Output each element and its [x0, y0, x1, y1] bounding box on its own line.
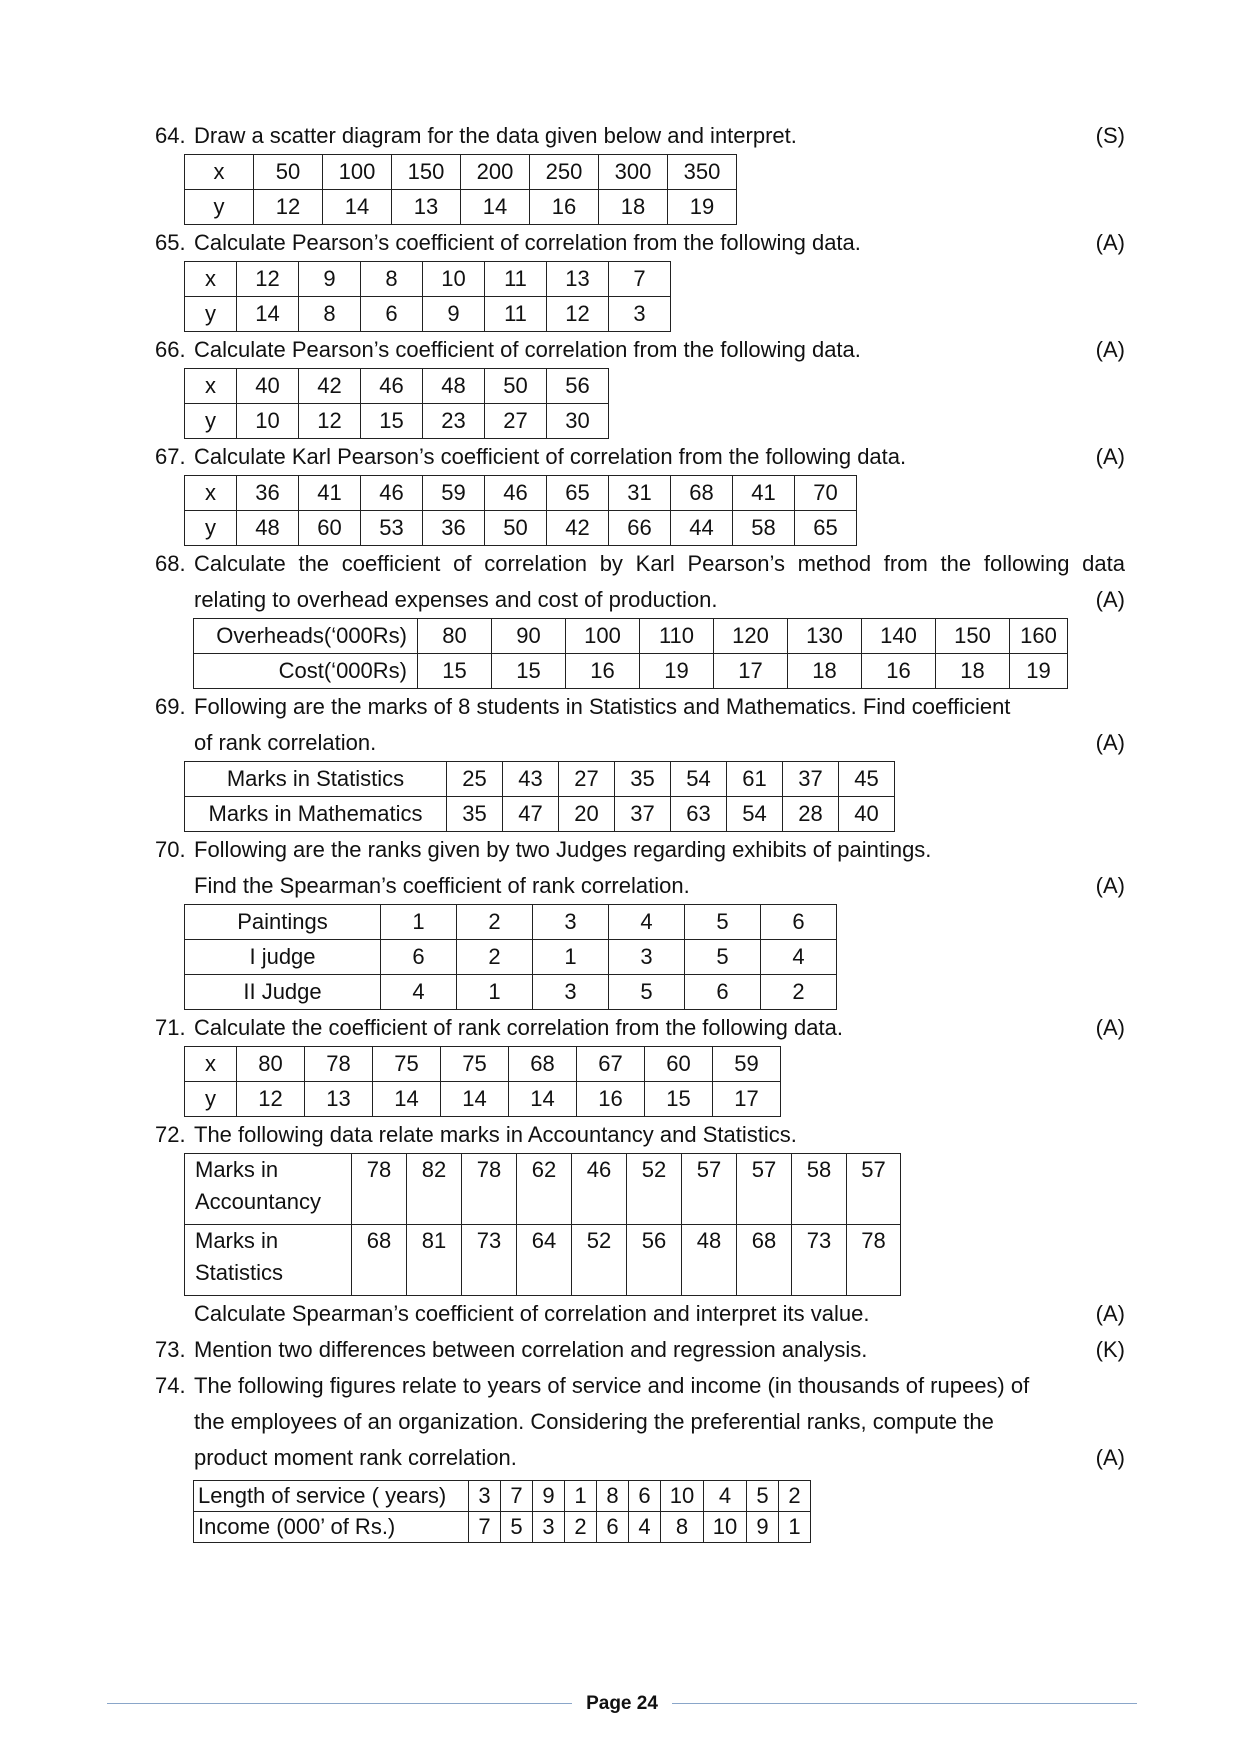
table-row [185, 975, 837, 1010]
value-cell: 36 [423, 511, 485, 546]
value-cell: 13 [547, 262, 609, 297]
value-cell: 59 [423, 476, 485, 511]
question-text-continued: the employees of an organization. Considering the preferential ranks, compute the [194, 1409, 994, 1434]
value-cell: 7 [469, 1512, 501, 1543]
value-cell: 8 [597, 1481, 629, 1512]
value-cell: 13 [392, 190, 461, 225]
question-level: (A) [1095, 1015, 1125, 1040]
value-cell: 67 [577, 1047, 645, 1082]
value-cell: 66 [609, 511, 671, 546]
question-68 [155, 546, 1125, 689]
question-text-continued: Calculate Spearman’s coefficient of correlation and interpret its value. [194, 1301, 870, 1326]
value-cell: 37 [615, 797, 671, 832]
value-cell: 5 [685, 905, 761, 940]
value-cell: 64 [517, 1225, 572, 1296]
table-row [185, 262, 671, 297]
table-row [185, 155, 737, 190]
value-cell: 8 [361, 262, 423, 297]
value-cell: 7 [609, 262, 671, 297]
value-cell: 52 [572, 1225, 627, 1296]
row-label-cell: Length of service ( years) [194, 1481, 469, 1512]
value-cell: 70 [795, 476, 857, 511]
value-cell: 9 [299, 262, 361, 297]
question-69 [155, 689, 1125, 832]
question-65 [155, 225, 1125, 332]
value-cell: 57 [682, 1154, 737, 1225]
value-cell: 15 [645, 1082, 713, 1117]
value-cell: 15 [418, 654, 492, 689]
value-cell: 17 [714, 654, 788, 689]
value-cell: 11 [485, 297, 547, 332]
value-cell: 54 [727, 797, 783, 832]
table-row [185, 297, 671, 332]
value-cell: 48 [423, 369, 485, 404]
value-cell: 4 [704, 1481, 747, 1512]
value-cell: 80 [418, 619, 492, 654]
table-row [185, 762, 895, 797]
table-row [185, 404, 609, 439]
value-cell: 5 [609, 975, 685, 1010]
question-level: (A) [1095, 730, 1125, 755]
value-cell: 15 [492, 654, 566, 689]
question-number: 69. [155, 694, 186, 719]
question-74 [155, 1368, 1125, 1543]
question-73 [155, 1332, 1125, 1368]
value-cell: 56 [627, 1225, 682, 1296]
question-71 [155, 1010, 1125, 1117]
row-label-cell: y [185, 404, 237, 439]
value-cell: 19 [1010, 654, 1068, 689]
value-cell: 46 [361, 476, 423, 511]
data-table [184, 368, 609, 439]
value-cell: 1 [565, 1481, 597, 1512]
value-cell: 14 [237, 297, 299, 332]
question-level: (A) [1095, 230, 1125, 255]
question-list [155, 118, 1125, 1543]
value-cell: 120 [714, 619, 788, 654]
value-cell: 10 [423, 262, 485, 297]
value-cell: 5 [501, 1512, 533, 1543]
value-cell: 36 [237, 476, 299, 511]
value-cell: 3 [609, 297, 671, 332]
row-label-cell: Income (000’ of Rs.) [194, 1512, 469, 1543]
value-cell: 75 [373, 1047, 441, 1082]
row-label-cell [185, 1154, 352, 1225]
question-text: The following figures relate to years of service and income (in thousands of rupees) of [194, 1373, 1030, 1398]
question-level: (A) [1095, 1301, 1125, 1326]
value-cell: 30 [547, 404, 609, 439]
row-label-cell: y [185, 297, 237, 332]
question-number: 66. [155, 337, 186, 362]
question-text: Calculate the coefficient of correlation by Karl Pearson’s method from the following data [194, 551, 1125, 576]
table-row [185, 190, 737, 225]
value-cell: 57 [847, 1154, 901, 1225]
value-cell: 27 [559, 762, 615, 797]
row-label-cell: Overheads(‘000Rs) [194, 619, 418, 654]
value-cell: 14 [323, 190, 392, 225]
value-cell: 100 [323, 155, 392, 190]
value-cell: 8 [299, 297, 361, 332]
value-cell: 60 [299, 511, 361, 546]
value-cell: 5 [747, 1481, 779, 1512]
row-label-cell: I judge [185, 940, 381, 975]
value-cell: 10 [661, 1481, 704, 1512]
table-row [194, 1481, 811, 1512]
value-cell: 68 [352, 1225, 407, 1296]
value-cell: 50 [485, 511, 547, 546]
value-cell: 41 [733, 476, 795, 511]
value-cell: 3 [533, 975, 609, 1010]
value-cell: 10 [237, 404, 299, 439]
value-cell: 56 [547, 369, 609, 404]
value-cell: 58 [733, 511, 795, 546]
table-row [185, 1047, 781, 1082]
value-cell: 60 [645, 1047, 713, 1082]
question-72 [155, 1117, 1125, 1332]
row-label-line: Statistics [195, 1260, 284, 1285]
table-row [185, 1225, 901, 1296]
data-table [193, 1480, 811, 1543]
value-cell: 300 [599, 155, 668, 190]
value-cell: 6 [685, 975, 761, 1010]
value-cell: 1 [381, 905, 457, 940]
value-cell: 48 [237, 511, 299, 546]
value-cell: 6 [761, 905, 837, 940]
value-cell: 3 [609, 940, 685, 975]
value-cell: 58 [792, 1154, 847, 1225]
question-number: 72. [155, 1122, 186, 1147]
data-table [184, 261, 671, 332]
question-text: Calculate Pearson’s coefficient of correlation from the following data. [194, 337, 861, 362]
value-cell: 14 [441, 1082, 509, 1117]
row-label-cell: Paintings [185, 905, 381, 940]
value-cell: 2 [779, 1481, 811, 1512]
data-table [184, 761, 895, 832]
value-cell: 50 [485, 369, 547, 404]
value-cell: 65 [547, 476, 609, 511]
value-cell: 53 [361, 511, 423, 546]
value-cell: 160 [1010, 619, 1068, 654]
value-cell: 44 [671, 511, 733, 546]
value-cell: 150 [936, 619, 1010, 654]
data-table [193, 618, 1068, 689]
value-cell: 78 [352, 1154, 407, 1225]
row-label-line: Marks in [195, 1157, 279, 1182]
value-cell: 61 [727, 762, 783, 797]
data-table [184, 1153, 901, 1296]
value-cell: 14 [509, 1082, 577, 1117]
value-cell: 78 [847, 1225, 901, 1296]
value-cell: 2 [565, 1512, 597, 1543]
row-label-cell: x [185, 476, 237, 511]
value-cell: 27 [485, 404, 547, 439]
value-cell: 8 [661, 1512, 704, 1543]
row-label-cell: x [185, 155, 254, 190]
question-number: 67. [155, 444, 186, 469]
value-cell: 350 [668, 155, 737, 190]
row-label-cell: x [185, 262, 237, 297]
value-cell: 4 [629, 1512, 661, 1543]
question-number: 68. [155, 551, 186, 576]
value-cell: 68 [737, 1225, 792, 1296]
value-cell: 82 [407, 1154, 462, 1225]
question-text: Draw a scatter diagram for the data given below and interpret. [194, 123, 797, 148]
value-cell: 3 [533, 1512, 565, 1543]
question-text: Calculate Pearson’s coefficient of correlation from the following data. [194, 230, 861, 255]
question-text: Following are the ranks given by two Judges regarding exhibits of paintings. [194, 837, 932, 862]
row-label-cell: y [185, 511, 237, 546]
value-cell: 110 [640, 619, 714, 654]
table-row [185, 511, 857, 546]
value-cell: 14 [461, 190, 530, 225]
value-cell: 5 [685, 940, 761, 975]
data-table [184, 1046, 781, 1117]
value-cell: 250 [530, 155, 599, 190]
value-cell: 1 [457, 975, 533, 1010]
value-cell: 16 [577, 1082, 645, 1117]
value-cell: 35 [447, 797, 503, 832]
row-label-cell: II Judge [185, 975, 381, 1010]
row-label-cell: Marks in Statistics [185, 762, 447, 797]
data-table [184, 904, 837, 1010]
value-cell: 75 [441, 1047, 509, 1082]
value-cell: 1 [533, 940, 609, 975]
value-cell: 48 [682, 1225, 737, 1296]
value-cell: 46 [361, 369, 423, 404]
value-cell: 35 [615, 762, 671, 797]
value-cell: 62 [517, 1154, 572, 1225]
data-table [184, 154, 737, 225]
value-cell: 31 [609, 476, 671, 511]
value-cell: 12 [547, 297, 609, 332]
value-cell: 78 [462, 1154, 517, 1225]
value-cell: 6 [597, 1512, 629, 1543]
value-cell: 52 [627, 1154, 682, 1225]
value-cell: 11 [485, 262, 547, 297]
value-cell: 65 [795, 511, 857, 546]
value-cell: 10 [704, 1512, 747, 1543]
question-level: (A) [1095, 1445, 1125, 1470]
question-number: 74. [155, 1373, 186, 1398]
row-label-cell: Cost(‘000Rs) [194, 654, 418, 689]
question-level: (A) [1095, 337, 1125, 362]
data-table [184, 475, 857, 546]
value-cell: 18 [599, 190, 668, 225]
table-row [185, 940, 837, 975]
value-cell: 18 [788, 654, 862, 689]
table-row [185, 797, 895, 832]
question-level: (A) [1095, 444, 1125, 469]
value-cell: 16 [530, 190, 599, 225]
value-cell: 140 [862, 619, 936, 654]
value-cell: 19 [640, 654, 714, 689]
question-text: Calculate Karl Pearson’s coefficient of correlation from the following data. [194, 444, 907, 469]
question-text-continued: of rank correlation. [194, 730, 377, 755]
table-row [185, 1154, 901, 1225]
question-64 [155, 118, 1125, 225]
row-label-line: Marks in [195, 1228, 279, 1253]
value-cell: 41 [299, 476, 361, 511]
value-cell: 4 [381, 975, 457, 1010]
row-label-cell: x [185, 369, 237, 404]
value-cell: 28 [783, 797, 839, 832]
table-row [194, 619, 1068, 654]
value-cell: 45 [839, 762, 895, 797]
value-cell: 90 [492, 619, 566, 654]
value-cell: 12 [299, 404, 361, 439]
value-cell: 57 [737, 1154, 792, 1225]
value-cell: 19 [668, 190, 737, 225]
value-cell: 2 [761, 975, 837, 1010]
value-cell: 47 [503, 797, 559, 832]
value-cell: 50 [254, 155, 323, 190]
value-cell: 9 [747, 1512, 779, 1543]
value-cell: 40 [237, 369, 299, 404]
row-label-cell: y [185, 190, 254, 225]
question-level: (K) [1095, 1337, 1125, 1362]
question-70 [155, 832, 1125, 1010]
value-cell: 68 [509, 1047, 577, 1082]
value-cell: 15 [361, 404, 423, 439]
value-cell: 40 [839, 797, 895, 832]
question-number: 64. [155, 123, 186, 148]
question-level: (A) [1095, 587, 1125, 612]
row-label-cell: x [185, 1047, 237, 1082]
value-cell: 200 [461, 155, 530, 190]
question-text-continued: product moment rank correlation. [194, 1445, 517, 1470]
value-cell: 12 [237, 1082, 305, 1117]
value-cell: 7 [501, 1481, 533, 1512]
table-row [185, 369, 609, 404]
value-cell: 1 [779, 1512, 811, 1543]
value-cell: 80 [237, 1047, 305, 1082]
question-text: Calculate the coefficient of rank correlation from the following data. [194, 1015, 843, 1040]
value-cell: 16 [566, 654, 640, 689]
value-cell: 16 [862, 654, 936, 689]
question-text: Following are the marks of 8 students in Statistics and Mathematics. Find coefficient [194, 694, 1011, 719]
table-row [185, 1082, 781, 1117]
question-number: 73. [155, 1337, 186, 1362]
question-text-continued: relating to overhead expenses and cost of production. [194, 587, 718, 612]
question-67 [155, 439, 1125, 546]
table-row [185, 476, 857, 511]
question-text: The following data relate marks in Accountancy and Statistics. [194, 1122, 797, 1147]
value-cell: 4 [609, 905, 685, 940]
value-cell: 73 [792, 1225, 847, 1296]
value-cell: 37 [783, 762, 839, 797]
question-text: Mention two differences between correlation and regression analysis. [194, 1337, 868, 1362]
value-cell: 18 [936, 654, 1010, 689]
value-cell: 6 [361, 297, 423, 332]
value-cell: 46 [572, 1154, 627, 1225]
value-cell: 3 [469, 1481, 501, 1512]
value-cell: 150 [392, 155, 461, 190]
value-cell: 59 [713, 1047, 781, 1082]
value-cell: 63 [671, 797, 727, 832]
value-cell: 46 [485, 476, 547, 511]
value-cell: 23 [423, 404, 485, 439]
value-cell: 3 [533, 905, 609, 940]
row-label-cell: y [185, 1082, 237, 1117]
question-number: 70. [155, 837, 186, 862]
value-cell: 6 [629, 1481, 661, 1512]
question-number: 71. [155, 1015, 186, 1040]
page-number: Page 24 [586, 1693, 658, 1714]
value-cell: 130 [788, 619, 862, 654]
question-number: 65. [155, 230, 186, 255]
value-cell: 20 [559, 797, 615, 832]
value-cell: 12 [237, 262, 299, 297]
value-cell: 81 [407, 1225, 462, 1296]
value-cell: 13 [305, 1082, 373, 1117]
value-cell: 4 [761, 940, 837, 975]
value-cell: 2 [457, 940, 533, 975]
value-cell: 100 [566, 619, 640, 654]
page-footer [107, 1690, 1137, 1720]
question-level: (S) [1095, 123, 1125, 148]
value-cell: 68 [671, 476, 733, 511]
value-cell: 9 [423, 297, 485, 332]
table-row [185, 905, 837, 940]
table-row [194, 654, 1068, 689]
value-cell: 78 [305, 1047, 373, 1082]
table-row [194, 1512, 811, 1543]
value-cell: 6 [381, 940, 457, 975]
value-cell: 17 [713, 1082, 781, 1117]
row-label-line: Accountancy [195, 1189, 321, 1214]
value-cell: 14 [373, 1082, 441, 1117]
value-cell: 2 [457, 905, 533, 940]
value-cell: 25 [447, 762, 503, 797]
question-level: (A) [1095, 873, 1125, 898]
row-label-cell: Marks in Mathematics [185, 797, 447, 832]
value-cell: 12 [254, 190, 323, 225]
row-label-cell [185, 1225, 352, 1296]
value-cell: 42 [547, 511, 609, 546]
value-cell: 54 [671, 762, 727, 797]
value-cell: 9 [533, 1481, 565, 1512]
value-cell: 42 [299, 369, 361, 404]
value-cell: 73 [462, 1225, 517, 1296]
question-text-continued: Find the Spearman’s coefficient of rank correlation. [194, 873, 690, 898]
value-cell: 43 [503, 762, 559, 797]
question-66 [155, 332, 1125, 439]
